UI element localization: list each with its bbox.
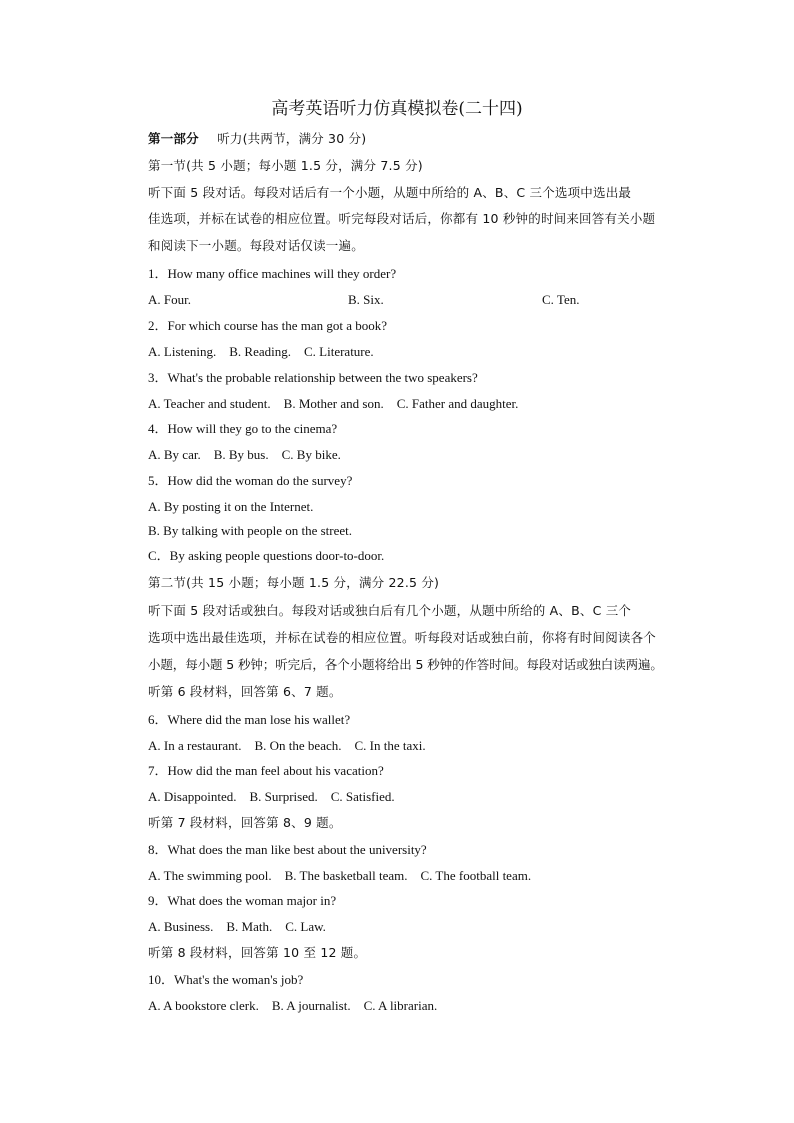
option-b: B. Six. (348, 292, 384, 307)
part1-label: 第一部分 (148, 131, 199, 146)
question-10: 10．What's the woman's job? (148, 972, 304, 987)
option-a: A. By posting it on the Internet. (148, 499, 314, 514)
section1-instruction-line: 佳选项，并标在试卷的相应位置。听完每段对话后，你都有 10 秒钟的时间来回答有关小题 (148, 211, 656, 226)
options-9: A. Business. B. Math. C. Law. (148, 919, 326, 934)
options-2: A. Listening. B. Reading. C. Literature. (148, 344, 374, 359)
option-b: B. By talking with people on the street. (148, 523, 352, 538)
question-6: 6．Where did the man lose his wallet? (148, 712, 351, 727)
page-title: 高考英语听力仿真模拟卷(二十四) (271, 99, 523, 119)
section2-instruction-line: 选项中选出最佳选项，并标在试卷的相应位置。听每段对话或独白前，你将有时间阅读各个 (148, 630, 657, 645)
section2-instruction-line: 听下面 5 段对话或独白。每段对话或独白后有几个小题，从题中所给的 A、B、C 三个 (148, 603, 632, 618)
options-8: A. The swimming pool. B. The basketball team. C. The football team. (148, 868, 532, 883)
section2-heading: 第二节(共 15 小题；每小题 1.5 分，满分 22.5 分) (148, 575, 440, 590)
section2-instruction-line: 小题，每小题 5 秒钟；听完后，各个小题将给出 5 秒钟的作答时间。每段对话或独白读两遍。 (148, 657, 663, 672)
option-c: C. Ten. (542, 292, 580, 307)
material-8-heading: 听第 8 段材料，回答第 10 至 12 题。 (148, 945, 367, 960)
question-4: 4．How will they go to the cinema? (148, 421, 338, 436)
part1-text: 听力(共两节，满分 30 分) (217, 131, 367, 146)
options-3: A. Teacher and student. B. Mother and son. C. Father and daughter. (148, 396, 519, 411)
material-6-heading: 听第 6 段材料，回答第 6、7 题。 (148, 684, 342, 699)
options-1 (148, 292, 191, 308)
part1-heading (148, 131, 366, 147)
question-2: 2．For which course has the man got a book? (148, 318, 388, 333)
section1-instruction-line: 和阅读下一小题。每段对话仅读一遍。 (148, 238, 364, 253)
question-1: 1．How many office machines will they order? (148, 266, 397, 281)
question-8: 8．What does the man like best about the university? (148, 842, 427, 857)
options-6: A. In a restaurant. B. On the beach. C. In the taxi. (148, 738, 426, 753)
options-10: A. A bookstore clerk. B. A journalist. C. A librarian. (148, 998, 438, 1013)
section1-heading: 第一节(共 5 小题；每小题 1.5 分，满分 7.5 分) (148, 158, 423, 173)
question-5: 5．How did the woman do the survey? (148, 473, 353, 488)
question-3: 3．What's the probable relationship between the two speakers? (148, 370, 478, 385)
options-7: A. Disappointed. B. Surprised. C. Satisfied. (148, 789, 395, 804)
material-7-heading: 听第 7 段材料，回答第 8、9 题。 (148, 815, 342, 830)
question-7: 7．How did the man feel about his vacation? (148, 763, 384, 778)
options-4: A. By car. B. By bus. C. By bike. (148, 447, 341, 462)
option-c: C．By asking people questions door-to-door. (148, 548, 385, 563)
option-a: A. Four. (148, 292, 191, 307)
section1-instruction-line: 听下面 5 段对话。每段对话后有一个小题，从题中所给的 A、B、C 三个选项中选出最 (148, 185, 632, 200)
question-9: 9．What does the woman major in? (148, 893, 337, 908)
